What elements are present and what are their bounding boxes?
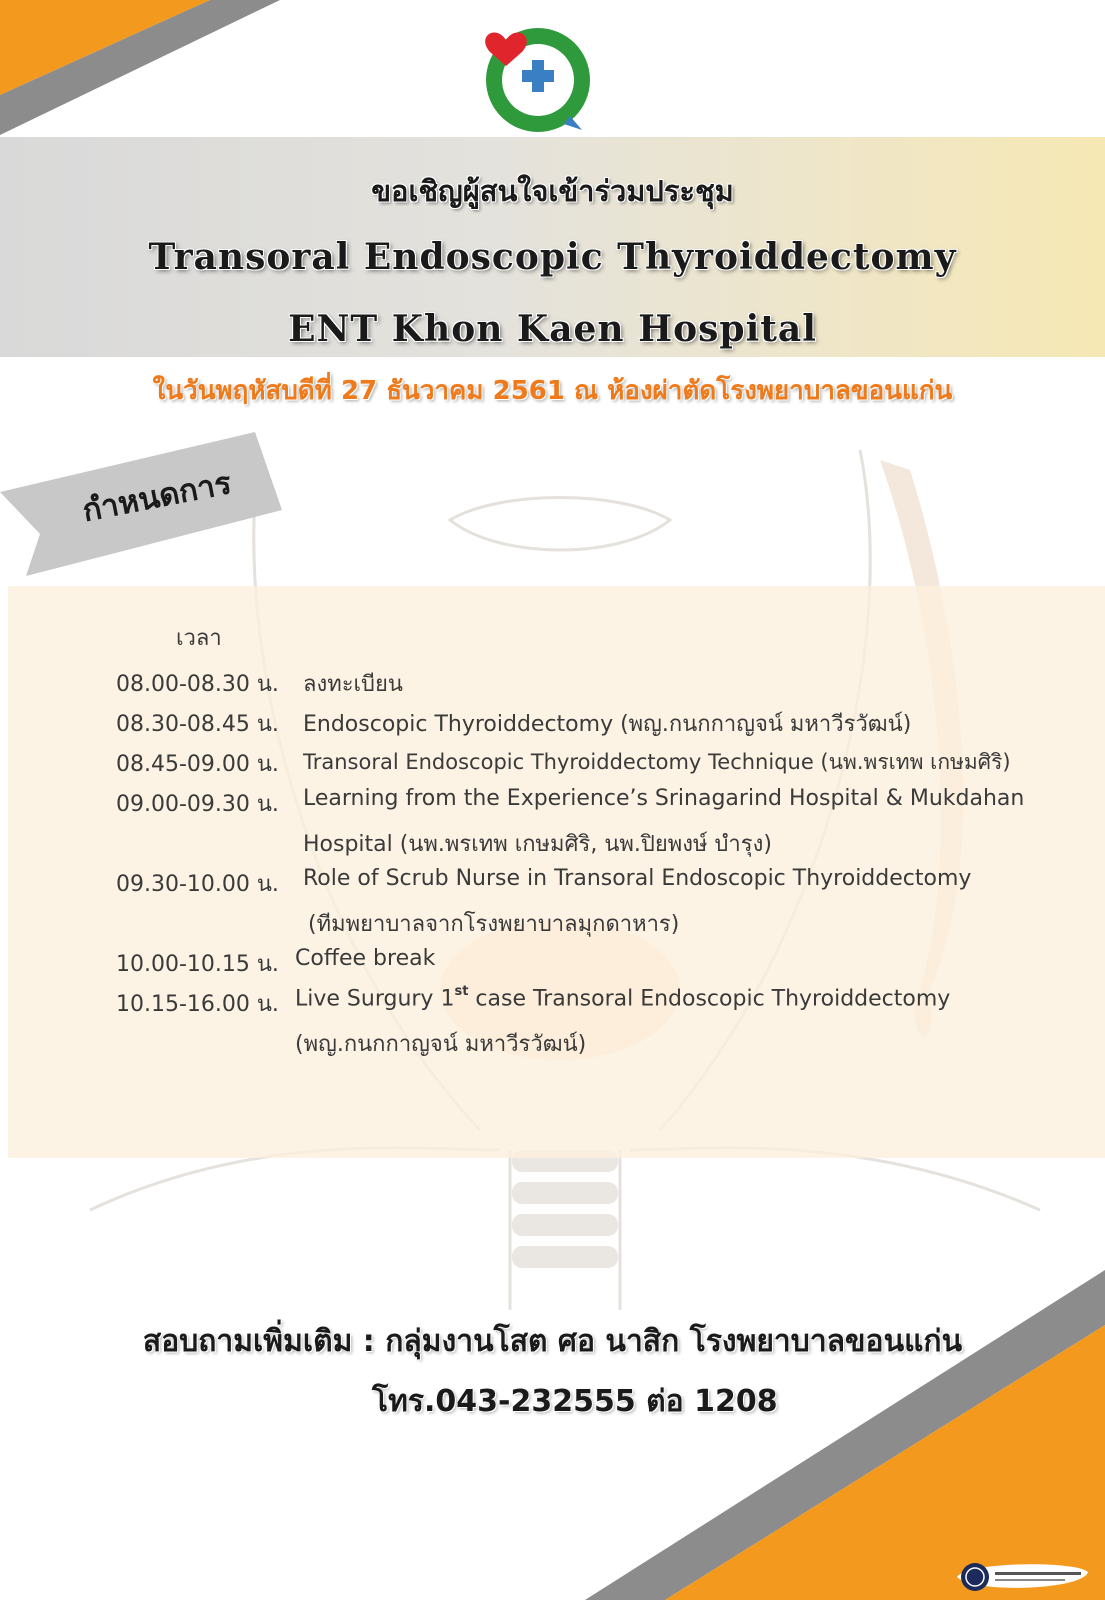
row-desc-continued: (พญ.กนกกาญจน์ มหาวีรวัฒน์): [295, 1032, 587, 1057]
row-desc: ลงทะเบียน: [303, 672, 403, 697]
row-desc-continued: Hospital (นพ.พรเทพ เกษมศิริ, นพ.ปิยพงษ์ บำรุง): [303, 832, 772, 857]
row-time: 08.45-09.00 น.: [116, 752, 279, 777]
agenda-label: กำหนดการ: [79, 465, 235, 530]
phone-line: โทร.043-232555 ต่อ 1208: [372, 1384, 778, 1419]
contact-line: สอบถามเพิ่มเติม : กลุ่มงานโสต ศอ นาสิก โรงพยาบาลขอนแก่น: [142, 1324, 963, 1359]
row-desc-continued: (ทีมพยาบาลจากโรงพยาบาลมุกดาหาร): [308, 912, 680, 937]
row-desc: [295, 986, 950, 1011]
row-desc: Learning from the Experience’s Srinagarind Hospital & Mukdahan: [303, 786, 1025, 811]
row-desc-text: Live Surgury 1: [295, 986, 455, 1012]
row-desc: Coffee break: [295, 946, 436, 971]
row-desc: Transoral Endoscopic Thyroiddectomy Technique (นพ.พรเทพ เกษมศิริ): [303, 750, 1011, 774]
event-subtitle: ENT Khon Kaen Hospital: [288, 308, 817, 350]
invite-heading: ขอเชิญผู้สนใจเข้าร่วมประชุม: [371, 174, 734, 208]
badge-text-line: [995, 1579, 1065, 1581]
date-venue-line: ในวันพฤหัสบดีที่ 27 ธันวาคม 2561 ณ ห้องผ่าตัดโรงพยาบาลขอนแก่น: [152, 376, 953, 406]
row-time: 08.00-08.30 น.: [116, 672, 279, 697]
hospital-logo: [478, 18, 598, 138]
badge-emblem: [961, 1563, 989, 1591]
lips: [450, 498, 670, 551]
row-time: 08.30-08.45 น.: [116, 712, 279, 737]
row-desc: Role of Scrub Nurse in Transoral Endoscopic Thyroiddectomy: [303, 866, 972, 891]
pr-department-logo: [955, 1560, 1090, 1594]
row-time: 10.15-16.00 น.: [116, 992, 279, 1017]
row-desc: Endoscopic Thyroiddectomy (พญ.กนกกาญจน์ มหาวีรวัฒน์): [303, 712, 912, 737]
row-desc-text: case Transoral Endoscopic Thyroiddectomy: [475, 986, 951, 1012]
top-left-corner-stripes: [0, 0, 300, 140]
trachea-rings: [512, 1150, 618, 1268]
row-time: 10.00-10.15 น.: [116, 952, 279, 977]
row-time: 09.00-09.30 น.: [116, 792, 279, 817]
ordinal-suffix: st: [454, 984, 469, 999]
badge-text-line: [995, 1572, 1081, 1575]
time-column-header: เวลา: [176, 626, 222, 651]
row-time: 09.30-10.00 น.: [116, 872, 279, 897]
event-title: Transoral Endoscopic Thyroiddectomy: [148, 236, 957, 278]
orange-stripe: [665, 1325, 1105, 1600]
